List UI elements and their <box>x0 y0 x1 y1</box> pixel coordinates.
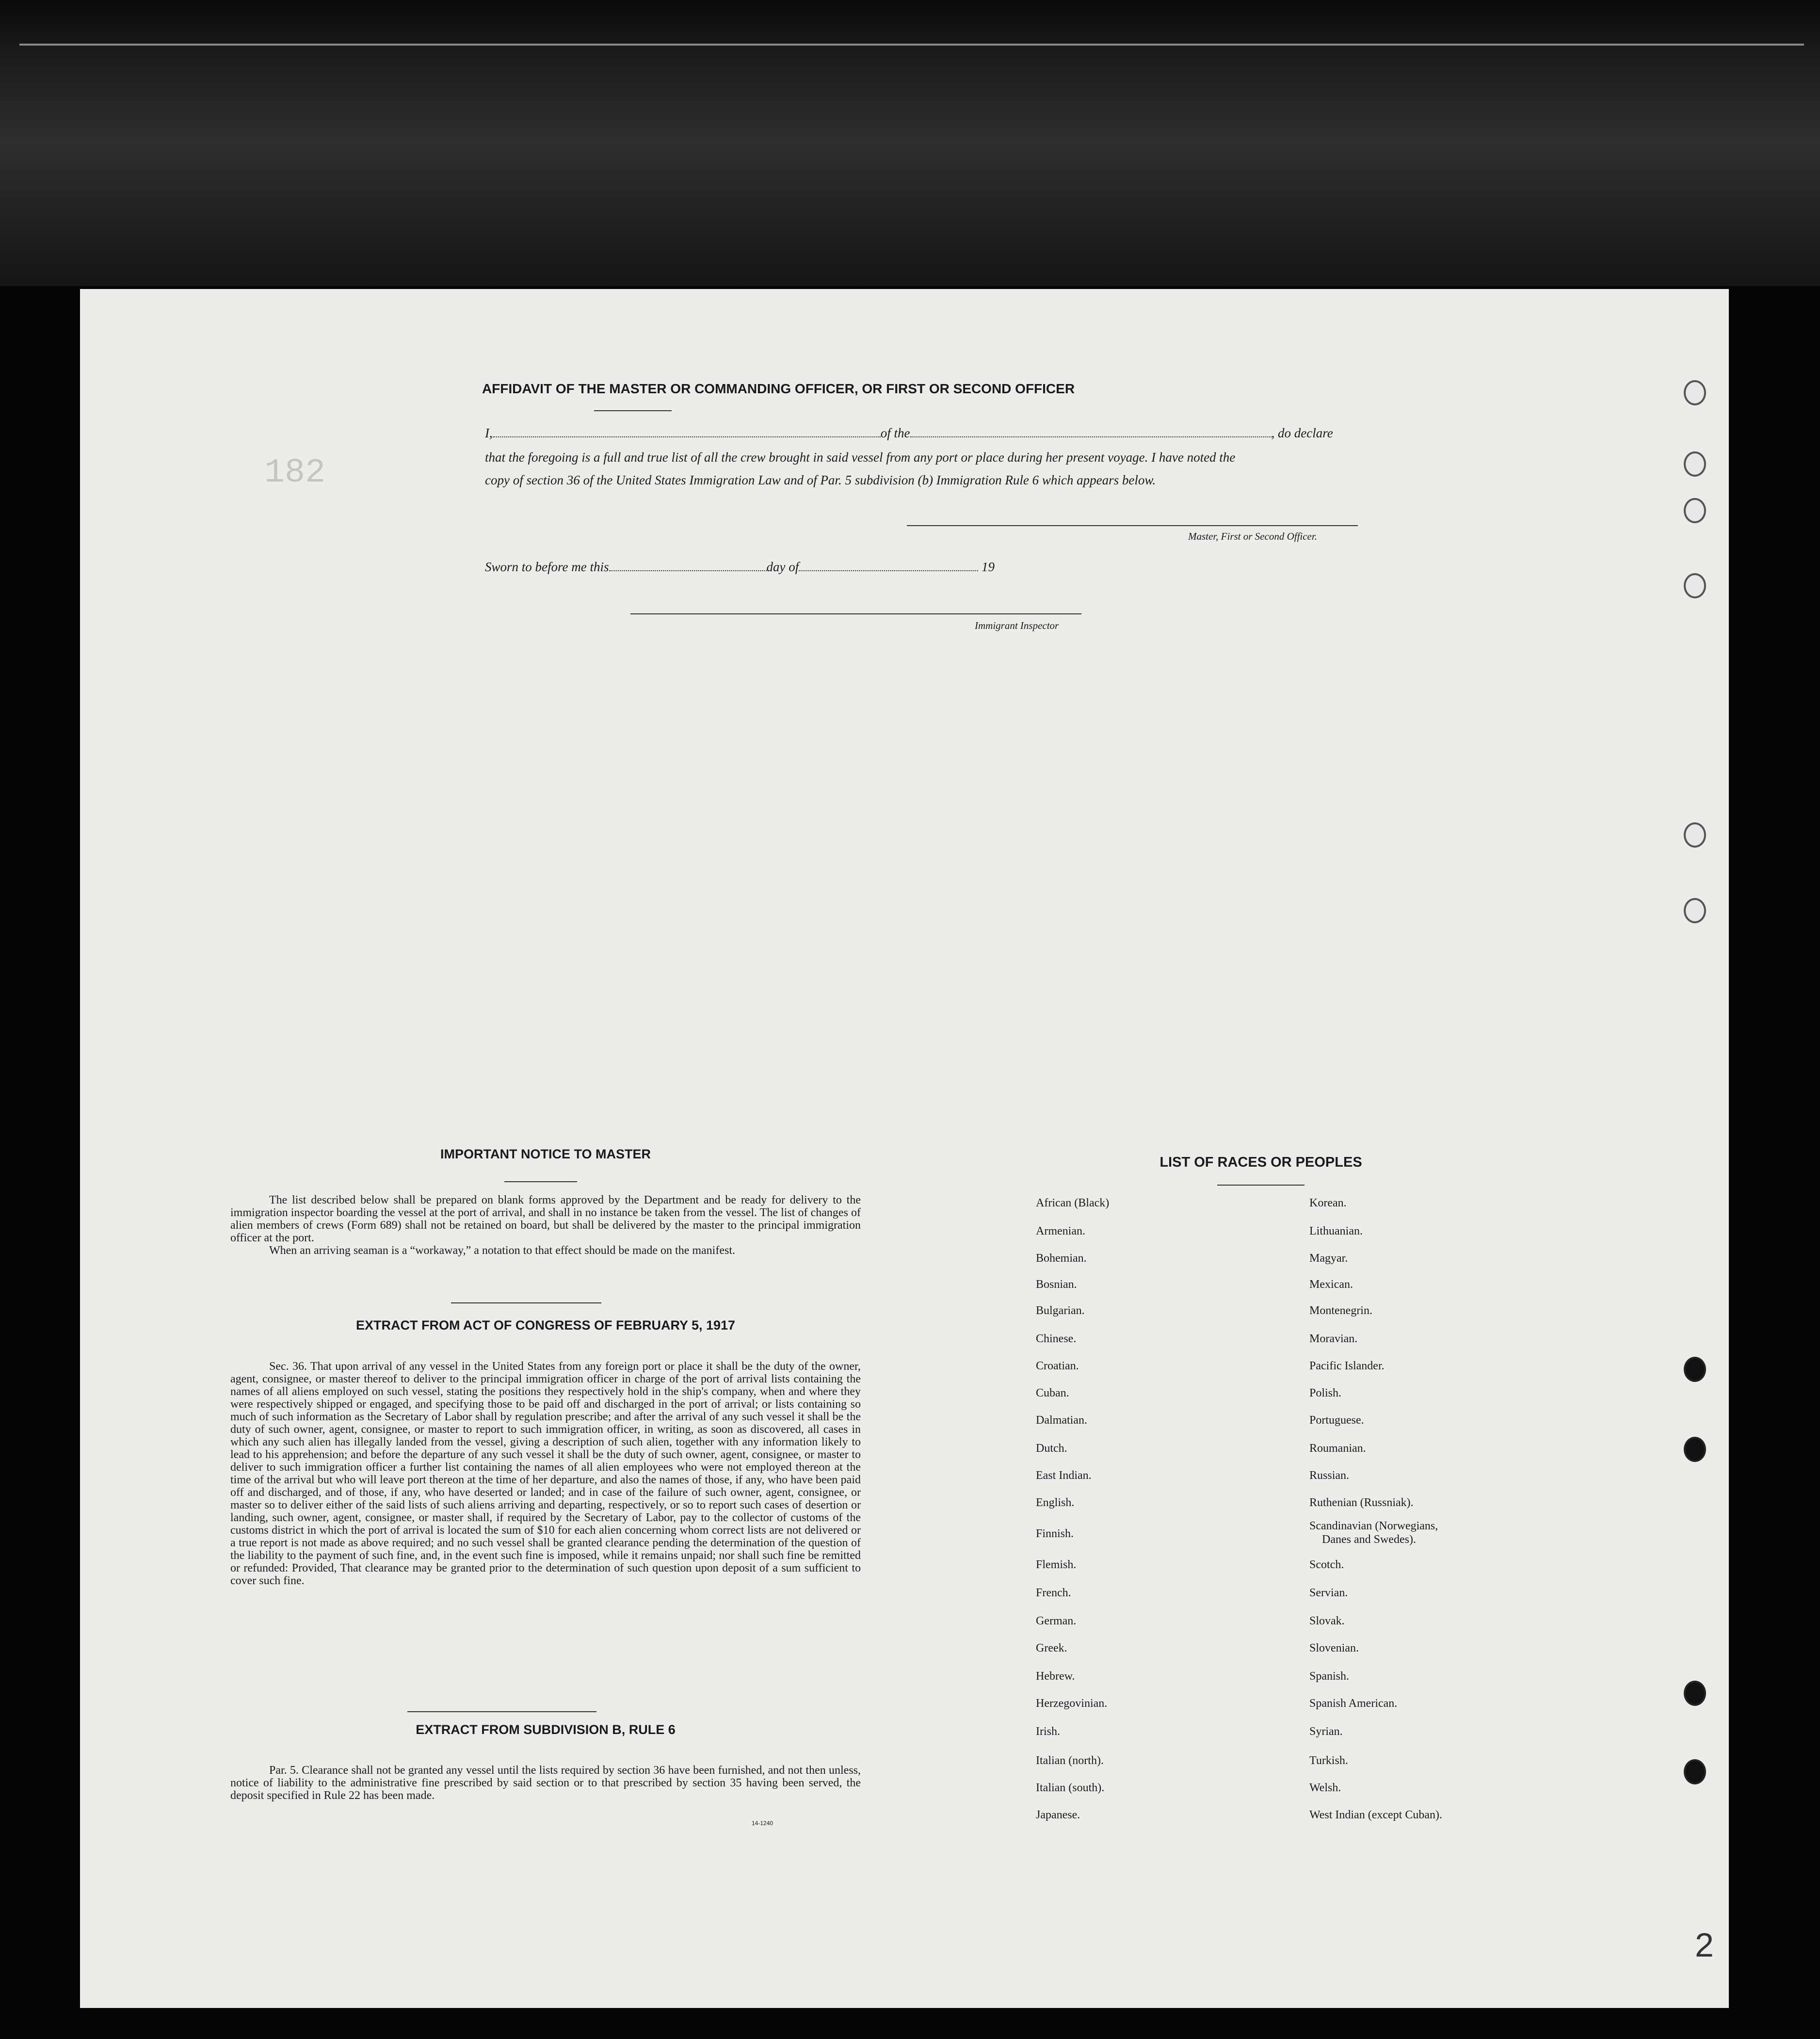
race-right-item: Turkish. <box>1309 1754 1348 1767</box>
race-left-item: Armenian. <box>1036 1225 1085 1237</box>
race-left-item: Italian (north). <box>1036 1754 1104 1767</box>
race-right-item: Roumanian. <box>1309 1442 1366 1455</box>
inspector-caption: Immigrant Inspector <box>975 620 1059 631</box>
race-left-item: Bulgarian. <box>1036 1304 1085 1317</box>
race-left-item: Finnish. <box>1036 1527 1074 1540</box>
notice-paragraph-1: The list described below shall be prepared on blank forms approved by the Department and be ready for delivery to the immigration inspector boarding the vessel at the port of arrival, and shall in no instance be taken from the vessel. The list of changes of alien members of crews (Form 689) shall not be retained on board, but shall be delivered by the master to the principal immigration officer at the port. <box>230 1194 861 1244</box>
sworn-month-blank <box>799 568 978 571</box>
binder-hole <box>1684 1759 1706 1784</box>
affidavit-line-1 <box>485 426 1333 441</box>
form-number: 14-1240 <box>752 1820 773 1827</box>
race-right-item: Spanish American. <box>1309 1697 1398 1710</box>
race-right-item: Polish. <box>1309 1387 1342 1399</box>
race-left-item: Flemish. <box>1036 1558 1077 1571</box>
race-left-item: Irish. <box>1036 1725 1060 1738</box>
race-left-item: Bosnian. <box>1036 1278 1077 1291</box>
race-left-item: Hebrew. <box>1036 1670 1075 1683</box>
inspector-signature-line <box>630 613 1081 614</box>
binder-hole <box>1684 1437 1706 1462</box>
notice-body <box>230 1194 861 1257</box>
affidavit-title: AFFIDAVIT OF THE MASTER OR COMMANDING OFFICER, OR FIRST OR SECOND OFFICER <box>482 381 1075 396</box>
act-extract-body <box>230 1360 861 1587</box>
race-left-item: African (Black) <box>1036 1197 1110 1209</box>
sworn-day-blank <box>609 568 767 571</box>
race-right-item: Slovenian. <box>1309 1642 1359 1654</box>
rule-paragraph-5-text: Par. 5. Clearance shall not be granted any vessel until the lists required by section 36 have been furnished, and not then unless, notice of liability to the administrative fine prescribed by said section or to that prescribed by section 35 having been served, the deposit specified in Rule 22 has been made. <box>230 1764 861 1802</box>
master-signature-caption: Master, First or Second Officer. <box>1188 530 1317 542</box>
rule-extract-body <box>230 1764 861 1802</box>
race-right-item: Scotch. <box>1309 1558 1344 1571</box>
race-left-item: French. <box>1036 1587 1071 1599</box>
race-right-item: Welsh. <box>1309 1782 1341 1794</box>
act-extract-title: EXTRACT FROM ACT OF CONGRESS OF FEBRUARY 5, 1917 <box>355 1318 736 1333</box>
race-right-item: Slovak. <box>1309 1615 1345 1627</box>
races-divider <box>1217 1185 1305 1186</box>
race-left-item: Croatian. <box>1036 1360 1079 1372</box>
text-sworn: Sworn to before me this <box>485 560 609 574</box>
race-right-item: Lithuanian. <box>1309 1225 1363 1237</box>
race-right-item-continuation: Danes and Swedes). <box>1322 1533 1416 1546</box>
affidavit-line-3: copy of section 36 of the United States Immigration Law and of Par. 5 subdivision (b) Immigration Rule 6 which appears below. <box>485 473 1156 487</box>
race-right-item: Pacific Islander. <box>1309 1360 1385 1372</box>
race-right-item: Magyar. <box>1309 1252 1348 1265</box>
race-right-item: Mexican. <box>1309 1278 1353 1291</box>
binder-hole <box>1684 498 1706 523</box>
section-divider-1 <box>451 1302 601 1303</box>
binder-hole <box>1684 1357 1706 1382</box>
race-right-item: Syrian. <box>1309 1725 1343 1738</box>
race-left-item: Japanese. <box>1036 1809 1080 1821</box>
race-right-item: Ruthenian (Russniak). <box>1309 1496 1414 1509</box>
rule-extract-title: EXTRACT FROM SUBDIVISION B, RULE 6 <box>416 1722 676 1737</box>
notice-title: IMPORTANT NOTICE TO MASTER <box>440 1147 651 1161</box>
text-do-declare: , do declare <box>1271 426 1333 440</box>
race-left-item: East Indian. <box>1036 1469 1092 1482</box>
race-left-item: Chinese. <box>1036 1333 1077 1345</box>
race-right-item: Korean. <box>1309 1197 1347 1209</box>
race-right-item: Servian. <box>1309 1587 1348 1599</box>
race-right-item: Montenegrin. <box>1309 1304 1372 1317</box>
binder-hole <box>1684 898 1706 923</box>
sworn-line <box>485 560 995 575</box>
vessel-blank <box>910 434 1272 437</box>
race-left-item: Herzegovinian. <box>1036 1697 1108 1710</box>
section-divider-2 <box>407 1711 596 1712</box>
title-divider <box>594 410 672 411</box>
race-left-item: Greek. <box>1036 1642 1067 1654</box>
notice-divider <box>504 1181 577 1182</box>
race-right-item: Russian. <box>1309 1469 1350 1482</box>
name-blank <box>493 434 881 437</box>
binder-hole <box>1684 1681 1706 1706</box>
race-right-item: Spanish. <box>1309 1670 1350 1683</box>
bleed-through-number: 182 <box>264 454 326 492</box>
text-i: I, <box>485 426 493 440</box>
text-day-of: day of <box>766 560 799 574</box>
document-page <box>80 289 1729 2008</box>
races-title: LIST OF RACES OR PEOPLES <box>1160 1155 1362 1170</box>
race-left-item: English. <box>1036 1496 1075 1509</box>
text-of-the: of the <box>880 426 910 440</box>
binder-hole <box>1684 451 1706 477</box>
affidavit-line-2: that the foregoing is a full and true list of all the crew brought in said vessel from any port or place during her present voyage. I have noted the <box>485 450 1236 465</box>
race-right-item: Moravian. <box>1309 1333 1358 1345</box>
race-right-item: Portuguese. <box>1309 1414 1364 1427</box>
master-signature-line <box>907 525 1358 526</box>
film-edge-line <box>19 44 1804 46</box>
binder-hole <box>1684 380 1706 405</box>
notice-paragraph-2: When an arriving seaman is a “workaway,” a notation to that effect should be made on the manifest. <box>269 1244 735 1257</box>
race-right-item: Scandinavian (Norwegians, <box>1309 1520 1438 1532</box>
act-section-36-text: Sec. 36. That upon arrival of any vessel in the United States from any foreign port or place it shall be the duty of the owner, agent, consignee, or master thereof to deliver to the principal immigration officer in charge of the port of arrival lists containing the names of all aliens employed on such vessel, stating the positions they respectively hold in the ship's company, when and where they were respectively shipped or engaged, and specifying those to be paid off and discharged in the port of arrival; or lists containing so much of such information as the Secretary of Labor shall by regulation prescribe; and after the arrival of any such vessel it shall be the duty of such owner, agent, consignee, or master to report to such immigration officer, in writing, as soon as discovered, all cases in which any such alien has illegally landed from the vessel, giving a description of such alien, together with any information likely to lead to his apprehension; and before the departure of any such vessel it shall be the duty of such owner, agent, consignee, or master to deliver to such immigration officer a further list containing the names of all alien employees who were not employed thereon at the time of the arrival but who will leave port thereon at the time of her departure, and also the names of those, if any, who have been paid off and discharged, and of those, if any, who have deserted or landed; and in case of the failure of such owner, agent, consignee, or master so to deliver either of the said lists of such aliens arriving and departing, respectively, or so to report such cases of desertion or landing, such owner, agent, consignee, or master shall, if required by the Secretary of Labor, pay to the collector of customs of the customs district in which the port of arrival is located the sum of $10 for each alien concerning whom correct lists are not delivered or a true report is not made as above required; and no such vessel shall be granted clearance pending the determination of the question of the liability to the payment of such fine, and, in the event such fine is imposed, while it remains unpaid; nor shall such fine be remitted or refunded: Provided, That clearance may be granted prior to the determination of such question upon deposit of a sum sufficient to cover such fine. <box>230 1360 861 1587</box>
race-left-item: German. <box>1036 1615 1077 1627</box>
race-left-item: Cuban. <box>1036 1387 1069 1399</box>
text-year-prefix: 19 <box>982 560 995 574</box>
binder-hole <box>1684 573 1706 598</box>
race-left-item: Italian (south). <box>1036 1782 1105 1794</box>
race-left-item: Bohemian. <box>1036 1252 1087 1265</box>
race-left-item: Dalmatian. <box>1036 1414 1087 1427</box>
race-right-item: West Indian (except Cuban). <box>1309 1809 1442 1821</box>
film-border-top <box>0 0 1820 286</box>
race-left-item: Dutch. <box>1036 1442 1067 1455</box>
page-number: 2 <box>1695 1926 1714 1964</box>
binder-hole <box>1684 822 1706 848</box>
